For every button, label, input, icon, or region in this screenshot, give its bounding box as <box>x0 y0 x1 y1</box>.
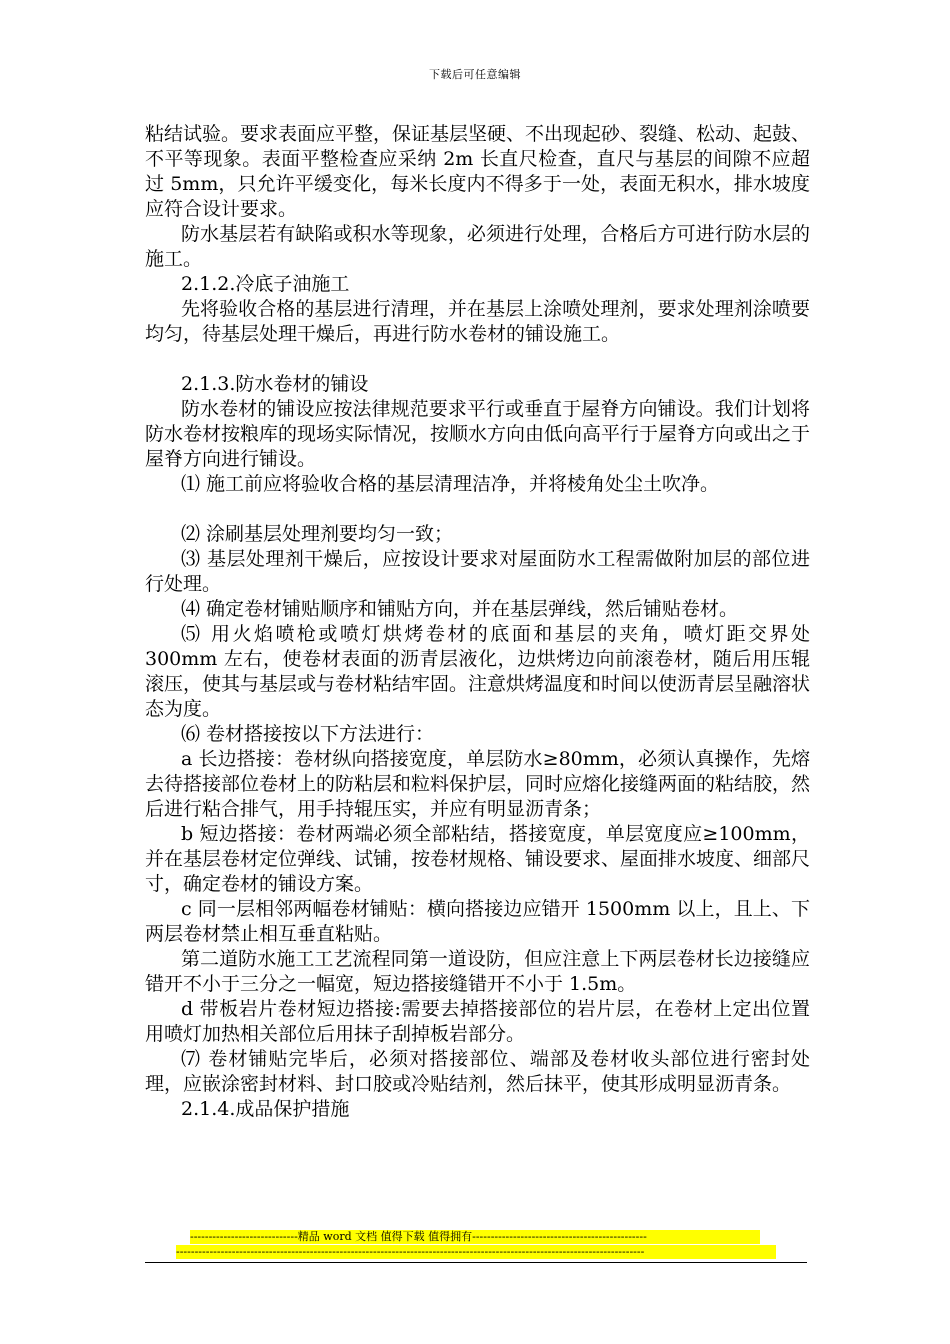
list-item: ⑵ 涂刷基层处理剂要均匀一致； <box>181 523 454 545</box>
paragraph: 防水基层若有缺陷或积水等现象，必须进行处理，合格后方可进行防水层的施工。 <box>145 223 810 270</box>
paragraph: 先将验收合格的基层进行清理，并在基层上涂喷处理剂，要求处理剂涂喷要均匀，待基层处理干燥后，再进行防水卷材的铺设施工。 <box>145 298 810 345</box>
section-heading: 2.1.2.冷底子油施工 <box>181 273 350 295</box>
section-heading: 2.1.4.成品保护措施 <box>181 1098 350 1120</box>
paragraph: 防水卷材的铺设应按法律规范要求平行或垂直于屋脊方向铺设。我们计划将防水卷材按粮库的现场实际情况，按顺水方向由低向高平行于屋脊方向或出之于屋脊方向进行铺设。 <box>145 398 811 470</box>
page-header-note: 下载后可任意编辑 <box>429 68 521 81</box>
list-item: ⑹ 卷材搭接按以下方法进行： <box>181 723 435 745</box>
document-body <box>145 122 810 1122</box>
footer-dash-line: ------------------------------------------------------------------------------------------------------------------------------ <box>176 1245 776 1259</box>
list-item: ⑷ 确定卷材铺贴顺序和铺贴方向，并在基层弹线，然后铺贴卷材。 <box>181 598 739 620</box>
paragraph: 粘结试验。要求表面应平整，保证基层坚硬、不出现起砂、裂缝、松动、起鼓、不平等现象。表面平整检查应采纳 2m 长直尺检查，直尺与基层的间隙不应超过 5mm，只允许平缓变化，每米长度内不得多于一处，表面无积水，排水坡度应符合设计要求。 <box>145 123 811 220</box>
sub-item: a 长边搭接：卷材纵向搭接宽度，单层防水≥80mm，必须认真操作，先熔去待搭接部位卷材上的防粘层和粒料保护层，同时应熔化接缝两面的粘结胶，然后进行粘合排气，用手持辊压实，并应有明显沥青条； <box>145 748 811 820</box>
section-heading: 2.1.3.防水卷材的铺设 <box>181 373 369 395</box>
paragraph: 第二道防水施工工艺流程同第一道设防，但应注意上下两层卷材长边接缝应错开不小于三分之一幅宽，短边搭接缝错开不小于 1.5m。 <box>145 948 810 995</box>
sub-item: b 短边搭接：卷材两端必须全部粘结，搭接宽度，单层宽度应≥100mm，并在基层卷材定位弹线、试铺，按卷材规格、铺设要求、屋面排水坡度、细部尺寸，确定卷材的铺设方案。 <box>145 823 811 895</box>
footer-banner: -----------------------------精品 word 文档 值得下载 值得拥有----------------------------------------------- <box>190 1230 760 1244</box>
sub-item: d 带板岩片卷材短边搭接:需要去掉搭接部位的岩片层，在卷材上定出位置用喷灯加热相关部位后用抹子刮掉板岩部分。 <box>145 998 810 1045</box>
list-item: ⑴ 施工前应将验收合格的基层清理洁净，并将棱角处尘土吹净。 <box>181 473 720 495</box>
list-item: ⑶ 基层处理剂干燥后，应按设计要求对屋面防水工程需做附加层的部位进行处理。 <box>145 548 810 595</box>
footer-divider <box>145 1262 807 1263</box>
list-item: ⑸ 用火焰喷枪或喷灯烘烤卷材的底面和基层的夹角，喷灯距交界处 300mm 左右，使卷材表面的沥青层液化，边烘烤边向前滚卷材，随后用压辊滚压，使其与基层或与卷材粘结牢固。注意烘烤温度和时间以使沥青层呈融溶状态为度。 <box>145 623 811 720</box>
list-item: ⑺ 卷材铺贴完毕后，必须对搭接部位、端部及卷材收头部位进行密封处理，应嵌涂密封材料、封口胶或冷贴结剂，然后抹平，使其形成明显沥青条。 <box>145 1048 810 1095</box>
sub-item: c 同一层相邻两幅卷材铺贴：横向搭接边应错开 1500mm 以上，且上、下两层卷材禁止相互垂直粘贴。 <box>145 898 810 945</box>
